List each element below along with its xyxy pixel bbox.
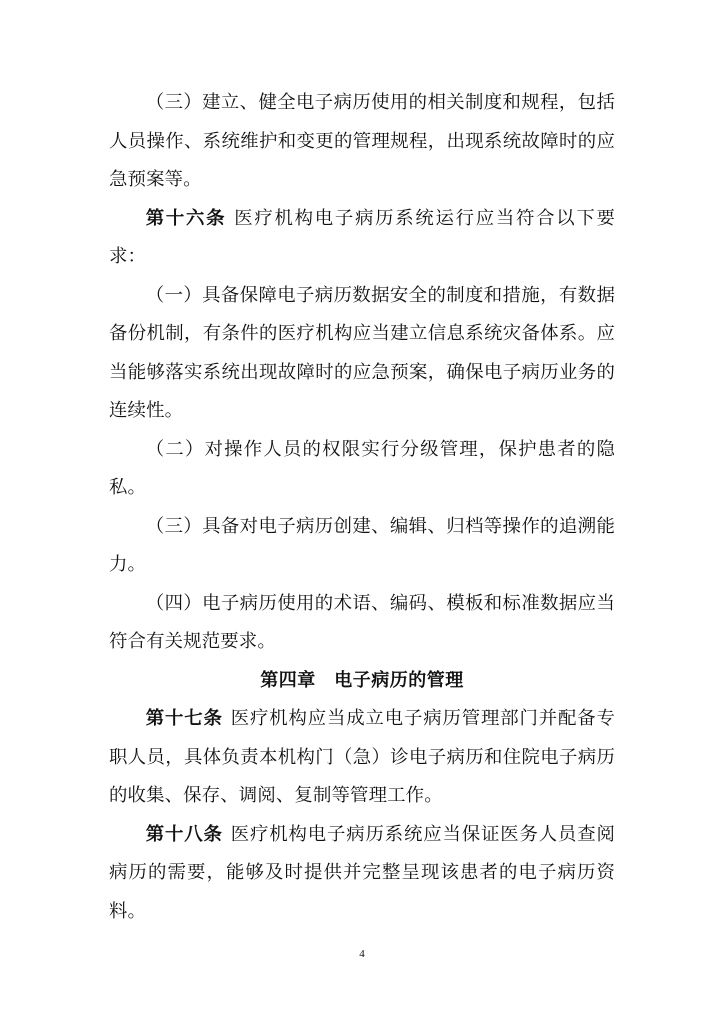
page-number: 4 [359,948,365,960]
article-16-title: 第十六条 [145,207,227,229]
article-17-text: 医疗机构应当成立电子病历管理部门并配备专职人员，具体负责本机构门（急）诊电子病历和住院电子病历的收集、保存、调阅、复制等管理工作。 [109,708,615,806]
article-18-text: 医疗机构电子病历系统应当保证医务人员查阅病历的需要，能够及时提供并完整呈现该患者的电子病历资料。 [109,823,615,922]
article-16-clause-1: （一）具备保障电子病历数据安全的制度和措施，有数据备份机制，有条件的医疗机构应当建立信息系统灾备体系。应当能够落实系统出现故障时的应急预案，确保电子病历业务的连续性。 [109,284,615,421]
article-16-text: 医疗机构电子病历系统运行应当符合以下要求： [109,207,615,267]
article-17 [109,700,615,816]
document-body [109,84,615,931]
article-18-title: 第十八条 [145,823,223,845]
article-16-clause-2: （二）对操作人员的权限实行分级管理，保护患者的隐私。 [109,438,615,498]
article-16 [109,200,615,277]
article-16-clause-4: （四）电子病历使用的术语、编码、模板和标准数据应当符合有关规范要求。 [109,592,615,652]
article-18 [109,816,615,932]
article-17-title: 第十七条 [145,708,223,729]
article-16-clause-3: （三）具备对电子病历创建、编辑、归档等操作的追溯能力。 [109,515,615,575]
chapter-heading: 第四章 电子病历的管理 [260,669,464,691]
paragraph-clause-3-management: （三）建立、健全电子病历使用的相关制度和规程，包括人员操作、系统维护和变更的管理规程，出现系统故障时的应急预案等。 [109,92,615,190]
